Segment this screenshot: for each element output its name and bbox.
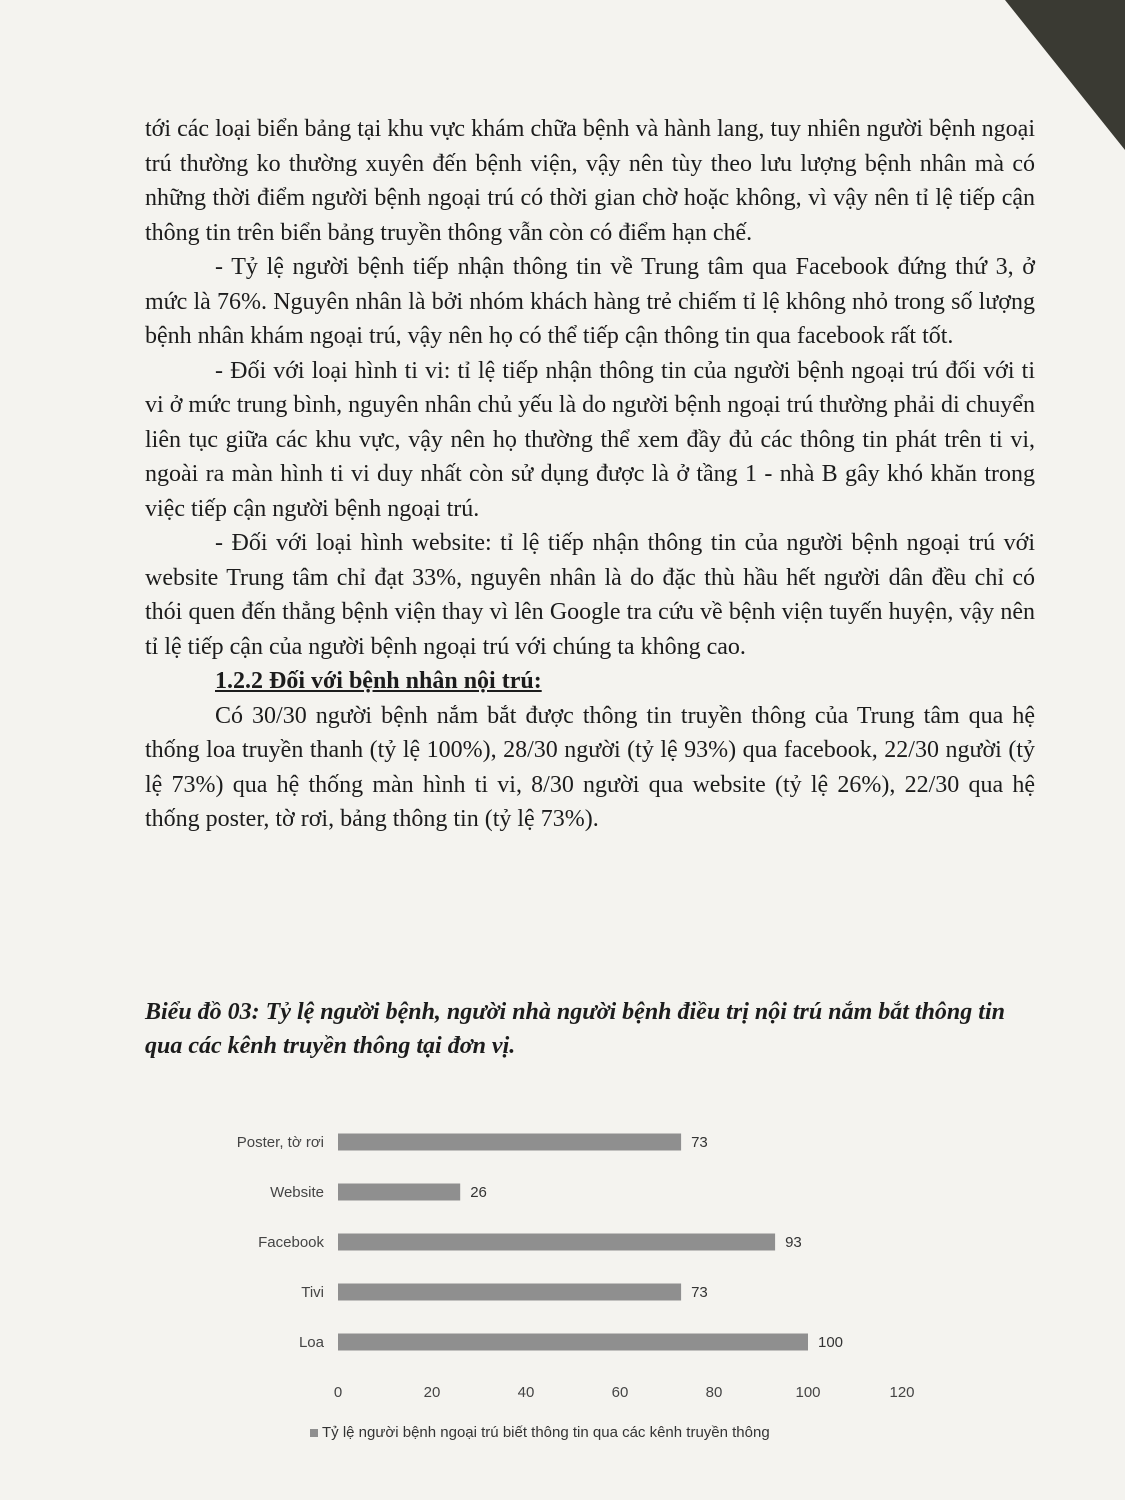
paragraph-2: - Tỷ lệ người bệnh tiếp nhận thông tin về Trung tâm qua Facebook đứng thứ 3, ở mức là 76%. Nguyên nhân là bởi nhóm khách hàng trẻ chiếm tỉ lệ không nhỏ trong số lượng bệnh nhân khám ngoại trú, vậy nên họ có thể tiếp cận thông tin qua facebook rất tốt.	[145, 254, 1035, 349]
data-label: 73	[691, 1284, 708, 1301]
category-label: Website	[270, 1184, 324, 1201]
data-label: 93	[785, 1234, 802, 1251]
paragraph-4: - Đối với loại hình website: tỉ lệ tiếp nhận thông tin của người bệnh ngoại trú với website Trung tâm chỉ đạt 33%, nguyên nhân là do đặc thù hầu hết người dân đều chỉ có thói quen đến thẳng bệnh viện thay vì lên Google tra cứu về bệnh viện tuyến huyện, vậy nên tỉ lệ tiếp cận của người bệnh ngoại trú với chúng ta không cao.	[145, 530, 1035, 660]
data-label: 73	[691, 1134, 708, 1151]
figure-caption: Biểu đồ 03: Tỷ lệ người bệnh, người nhà người bệnh điều trị nội trú nắm bắt thông tin qua các kênh truyền thông tại đơn vị.	[145, 999, 1005, 1059]
data-label: 26	[470, 1184, 487, 1201]
legend-label: Tỷ lệ người bệnh ngoại trú biết thông tin qua các kênh truyền thông	[322, 1424, 770, 1441]
document-body	[145, 112, 1035, 837]
bar	[338, 1184, 460, 1201]
bar-chart	[170, 1110, 970, 1470]
chart-legend	[310, 1424, 770, 1441]
category-label: Poster, tờ rơi	[236, 1134, 324, 1151]
section-heading: 1.2.2 Đối với bệnh nhân nội trú:	[215, 668, 542, 694]
bar	[338, 1284, 681, 1301]
bar	[338, 1334, 808, 1351]
x-tick-label: 80	[705, 1384, 723, 1401]
category-label: Facebook	[258, 1234, 324, 1251]
data-label: 100	[818, 1334, 844, 1351]
x-tick-label: 20	[423, 1384, 441, 1401]
x-tick-label: 0	[333, 1384, 343, 1401]
bar	[338, 1134, 681, 1151]
x-tick-label: 60	[611, 1384, 629, 1401]
x-tick-label: 40	[517, 1384, 535, 1401]
bar-chart-svg	[170, 1110, 970, 1420]
paragraph-1: tới các loại biển bảng tại khu vực khám chữa bệnh và hành lang, tuy nhiên người bệnh ngoại trú thường ko thường xuyên đến bệnh viện, vậy nên tùy theo lưu lượng bệnh nhân mà có những thời điểm người bệnh ngoại trú có thời gian chờ hoặc không, vì vậy nên tỉ lệ tiếp cận thông tin trên biển bảng truyền thông vẫn còn có điểm hạn chế.	[145, 116, 1035, 246]
paragraph-3: - Đối với loại hình ti vi: tỉ lệ tiếp nhận thông tin của người bệnh ngoại trú đối với ti vi ở mức trung bình, nguyên nhân chủ yếu là do người bệnh ngoại trú thường phải di chuyển liên tục giữa các khu vực, vậy nên họ thường thể xem đầy đủ các thông tin phát trên ti vi, ngoài ra màn hình ti vi duy nhất còn sử dụng được là ở tầng 1 - nhà B gây khó khăn trong việc tiếp cận người bệnh ngoại trú.	[145, 357, 1035, 522]
legend-swatch	[310, 1429, 318, 1437]
x-tick-label: 120	[889, 1384, 915, 1401]
category-label: Loa	[298, 1334, 324, 1351]
x-tick-label: 100	[795, 1384, 821, 1401]
category-label: Tivi	[301, 1284, 324, 1301]
section-paragraph: Có 30/30 người bệnh nắm bắt được thông tin truyền thông của Trung tâm qua hệ thống loa truyền thanh (tỷ lệ 100%), 28/30 người (tỷ lệ 93%) qua facebook, 22/30 người (tỷ lệ 73%) qua hệ thống màn hình ti vi, 8/30 người qua website (tỷ lệ 26%), 22/30 qua hệ thống poster, tờ rơi, bảng thông tin (tỷ lệ 73%).	[145, 702, 1035, 832]
bar	[338, 1234, 775, 1251]
